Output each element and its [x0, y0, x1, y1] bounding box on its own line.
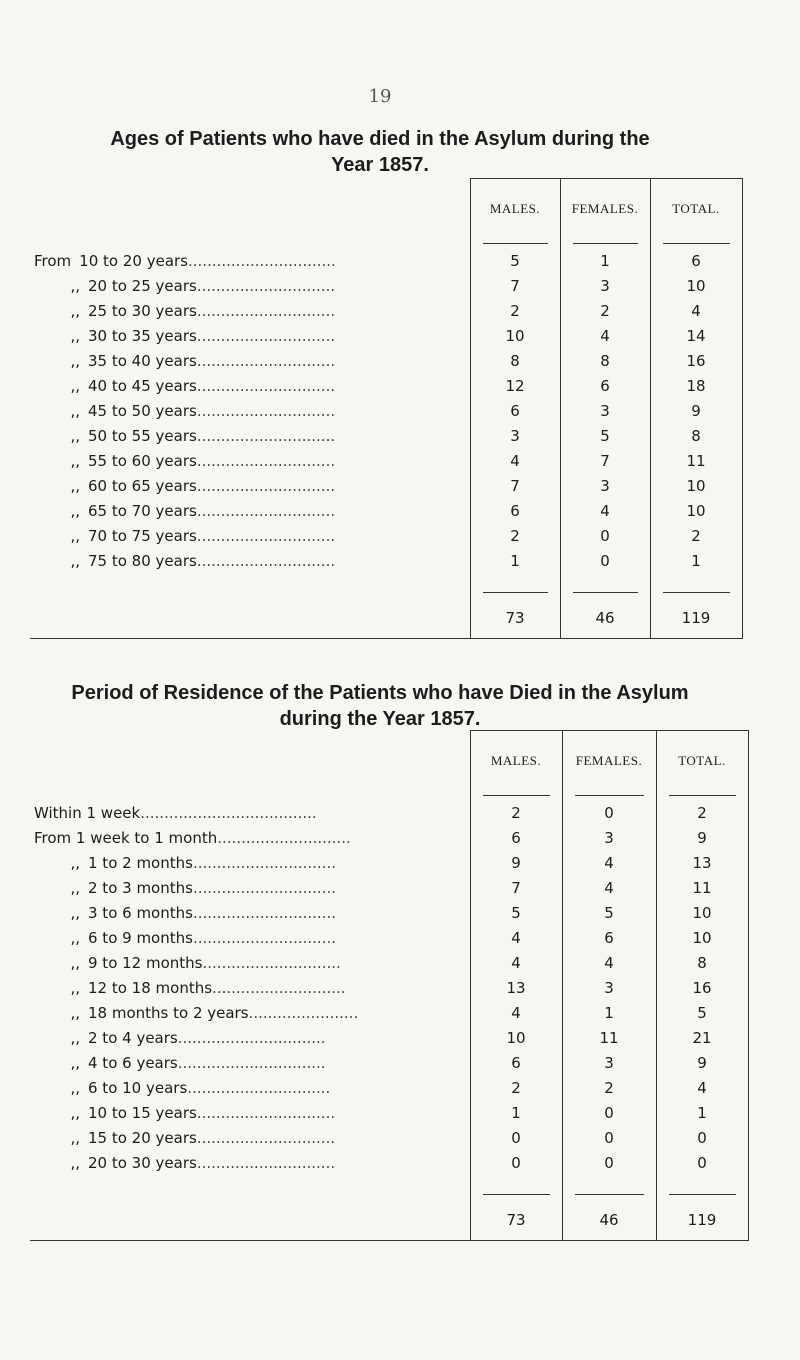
cell-total: 10	[650, 499, 742, 524]
cell-males: 4	[470, 449, 560, 474]
table-row	[30, 299, 742, 324]
cell-females: 3	[562, 1051, 656, 1076]
cell-total: 13	[656, 851, 748, 876]
row-label-text: 12 to 18 months	[88, 979, 213, 997]
table-row	[30, 399, 742, 424]
row-label-text: 20 to 30 years	[88, 1154, 197, 1172]
row-label: ,, 2 to 4 years...............................	[30, 1026, 470, 1051]
total-total: 119	[656, 1200, 748, 1241]
table-row	[30, 901, 748, 926]
cell-total: 10	[656, 926, 748, 951]
row-label-text: 55 to 60 years	[88, 452, 197, 470]
row-prefix: ,,	[70, 1154, 80, 1172]
row-label-text: 3 to 6 months	[88, 904, 193, 922]
table-row	[30, 1101, 748, 1126]
table-row	[30, 801, 748, 826]
cell-males: 2	[470, 299, 560, 324]
row-label: ,, 15 to 20 years.............................	[30, 1126, 470, 1151]
cell-males: 4	[470, 951, 562, 976]
cell-females: 0	[562, 1126, 656, 1151]
totals-row	[30, 1200, 748, 1241]
cell-total: 0	[656, 1151, 748, 1176]
cell-total: 1	[656, 1101, 748, 1126]
header-males: MALES.	[470, 179, 560, 240]
table2-title-line2: during the Year 1857.	[279, 708, 481, 730]
row-label: ,, 10 to 15 years.............................	[30, 1101, 470, 1126]
row-prefix: ,,	[70, 954, 80, 972]
total-females: 46	[562, 1200, 656, 1241]
cell-males: 10	[470, 324, 560, 349]
cell-females: 7	[560, 449, 650, 474]
cell-females: 3	[560, 274, 650, 299]
cell-females: 5	[560, 424, 650, 449]
row-label-text: 25 to 30 years	[88, 302, 197, 320]
row-prefix: ,,	[70, 277, 80, 295]
cell-total: 1	[650, 549, 742, 574]
row-label: ,, 45 to 50 years.............................	[30, 399, 470, 424]
row-label: ,, 3 to 6 months..............................	[30, 901, 470, 926]
row-label: ,, 65 to 70 years.............................	[30, 499, 470, 524]
cell-females: 4	[560, 324, 650, 349]
row-label: ,, 4 to 6 years...............................	[30, 1051, 470, 1076]
cell-males: 6	[470, 1051, 562, 1076]
cell-total: 14	[650, 324, 742, 349]
row-label-text: 2 to 3 months	[88, 879, 193, 897]
table-row	[30, 926, 748, 951]
row-prefix: ,,	[70, 1129, 80, 1147]
cell-females: 0	[562, 1101, 656, 1126]
residence-table	[30, 730, 749, 1241]
row-prefix: ,,	[70, 477, 80, 495]
row-label-text: 50 to 55 years	[88, 427, 197, 445]
table1-title	[0, 126, 760, 178]
cell-females: 3	[560, 474, 650, 499]
row-label-text: 40 to 45 years	[88, 377, 197, 395]
row-prefix: ,,	[70, 327, 80, 345]
cell-total: 10	[650, 274, 742, 299]
table-row	[30, 1126, 748, 1151]
total-females: 46	[560, 598, 650, 639]
row-label: ,, 50 to 55 years.............................	[30, 424, 470, 449]
cell-females: 4	[562, 951, 656, 976]
cell-males: 4	[470, 926, 562, 951]
cell-females: 3	[560, 399, 650, 424]
row-prefix: ,,	[70, 1104, 80, 1122]
row-prefix: ,,	[70, 302, 80, 320]
header-males: MALES.	[470, 731, 562, 792]
cell-males: 6	[470, 399, 560, 424]
table2-title	[0, 680, 760, 732]
row-prefix: ,,	[70, 1054, 80, 1072]
table-row	[30, 976, 748, 1001]
row-label-text: 9 to 12 months	[88, 954, 203, 972]
table-row	[30, 474, 742, 499]
table-row	[30, 499, 742, 524]
row-label: ,, 9 to 12 months.............................	[30, 951, 470, 976]
cell-males: 1	[470, 1101, 562, 1126]
row-prefix: ,,	[70, 1079, 80, 1097]
ages-table	[30, 178, 743, 639]
cell-females: 6	[562, 926, 656, 951]
cell-males: 0	[470, 1126, 562, 1151]
row-prefix: ,,	[70, 979, 80, 997]
row-label: ,, 25 to 30 years.............................	[30, 299, 470, 324]
cell-total: 11	[650, 449, 742, 474]
table-row	[30, 826, 748, 851]
row-prefix: From	[34, 252, 72, 270]
table-row	[30, 324, 742, 349]
table-row	[30, 374, 742, 399]
table-row	[30, 951, 748, 976]
cell-males: 4	[470, 1001, 562, 1026]
table-row	[30, 1051, 748, 1076]
page-number: 19	[368, 86, 392, 107]
table-row	[30, 349, 742, 374]
row-label-text: 4 to 6 years	[88, 1054, 178, 1072]
table-row	[30, 274, 742, 299]
cell-total: 4	[656, 1076, 748, 1101]
row-label-text: 6 to 10 years	[88, 1079, 188, 1097]
row-label-text: 30 to 35 years	[88, 327, 197, 345]
row-label-text: Within 1 week	[34, 804, 141, 822]
cell-males: 2	[470, 801, 562, 826]
cell-males: 2	[470, 524, 560, 549]
row-label: ,, 12 to 18 months............................	[30, 976, 470, 1001]
cell-males: 0	[470, 1151, 562, 1176]
cell-females: 1	[560, 249, 650, 274]
cell-total: 8	[650, 424, 742, 449]
row-label-text: 75 to 80 years	[88, 552, 197, 570]
cell-total: 6	[650, 249, 742, 274]
total-total: 119	[650, 598, 742, 639]
cell-females: 1	[562, 1001, 656, 1026]
cell-males: 12	[470, 374, 560, 399]
cell-males: 2	[470, 1076, 562, 1101]
row-label: ,, 18 months to 2 years.......................	[30, 1001, 470, 1026]
cell-females: 3	[562, 976, 656, 1001]
row-prefix: ,,	[70, 452, 80, 470]
cell-females: 2	[562, 1076, 656, 1101]
row-prefix: ,,	[70, 427, 80, 445]
row-prefix: ,,	[70, 904, 80, 922]
row-label: Within 1 week.....................................	[34, 804, 317, 822]
cell-males: 9	[470, 851, 562, 876]
header-total: TOTAL.	[656, 731, 748, 792]
cell-males: 10	[470, 1026, 562, 1051]
row-label-text: 45 to 50 years	[88, 402, 197, 420]
row-label: ,, 1 to 2 months..............................	[30, 851, 470, 876]
cell-total: 5	[656, 1001, 748, 1026]
row-label: ,, 2 to 3 months..............................	[30, 876, 470, 901]
header-females: FEMALES.	[560, 179, 650, 240]
row-prefix: ,,	[70, 929, 80, 947]
row-prefix: ,,	[70, 402, 80, 420]
cell-total: 0	[656, 1126, 748, 1151]
cell-males: 1	[470, 549, 560, 574]
cell-females: 4	[562, 851, 656, 876]
cell-total: 16	[656, 976, 748, 1001]
row-label-text: 15 to 20 years	[88, 1129, 197, 1147]
cell-total: 11	[656, 876, 748, 901]
table-row	[30, 449, 742, 474]
table-row	[30, 851, 748, 876]
row-label: ,, 6 to 9 months..............................	[30, 926, 470, 951]
row-label: ,, 6 to 10 years..............................	[30, 1076, 470, 1101]
row-label: ,, 60 to 65 years.............................	[30, 474, 470, 499]
row-prefix: ,,	[70, 377, 80, 395]
cell-females: 6	[560, 374, 650, 399]
table-row	[30, 424, 742, 449]
cell-total: 10	[650, 474, 742, 499]
row-label: ,, 40 to 45 years.............................	[30, 374, 470, 399]
cell-females: 5	[562, 901, 656, 926]
header-females: FEMALES.	[562, 731, 656, 792]
table-row	[30, 1001, 748, 1026]
cell-total: 9	[656, 1051, 748, 1076]
row-label-text: 2 to 4 years	[88, 1029, 178, 1047]
row-prefix: ,,	[70, 552, 80, 570]
cell-total: 9	[656, 826, 748, 851]
cell-males: 7	[470, 274, 560, 299]
cell-males: 5	[470, 249, 560, 274]
table-row	[30, 549, 742, 574]
row-label: ,, 55 to 60 years.............................	[30, 449, 470, 474]
cell-males: 5	[470, 901, 562, 926]
row-label: From 1 week to 1 month............................	[34, 829, 351, 847]
table-row	[30, 1151, 748, 1176]
cell-total: 9	[650, 399, 742, 424]
cell-total: 2	[656, 801, 748, 826]
table-row	[30, 1076, 748, 1101]
table-row	[30, 1026, 748, 1051]
cell-total: 18	[650, 374, 742, 399]
total-males: 73	[470, 1200, 562, 1241]
cell-females: 4	[560, 499, 650, 524]
cell-males: 3	[470, 424, 560, 449]
row-label-text: 18 months to 2 years	[88, 1004, 249, 1022]
row-prefix: ,,	[70, 352, 80, 370]
cell-total: 21	[656, 1026, 748, 1051]
row-prefix: ,,	[70, 527, 80, 545]
cell-males: 13	[470, 976, 562, 1001]
row-prefix: ,,	[70, 854, 80, 872]
table2-title-line1: Period of Residence of the Patients who have Died in the Asylum	[71, 682, 689, 704]
cell-total: 16	[650, 349, 742, 374]
table-row	[30, 249, 742, 274]
row-label: ,, 20 to 30 years.............................	[30, 1151, 470, 1176]
cell-total: 4	[650, 299, 742, 324]
row-label-text: From 1 week to 1 month	[34, 829, 218, 847]
cell-males: 7	[470, 474, 560, 499]
cell-females: 0	[560, 524, 650, 549]
row-label-text: 60 to 65 years	[88, 477, 197, 495]
totals-row	[30, 598, 742, 639]
table1-title-line2: Year 1857.	[331, 154, 429, 176]
header-total: TOTAL.	[650, 179, 742, 240]
row-prefix: ,,	[70, 1004, 80, 1022]
row-label-text: 35 to 40 years	[88, 352, 197, 370]
cell-total: 8	[656, 951, 748, 976]
row-label-text: 6 to 9 months	[88, 929, 193, 947]
row-prefix: ,,	[70, 502, 80, 520]
row-label-text: 20 to 25 years	[88, 277, 197, 295]
cell-males: 6	[470, 499, 560, 524]
row-label: From 10 to 20 years...............................	[30, 249, 470, 274]
cell-males: 6	[470, 826, 562, 851]
cell-females: 2	[560, 299, 650, 324]
table-row	[30, 524, 742, 549]
cell-total: 10	[656, 901, 748, 926]
row-label: ,, 35 to 40 years.............................	[30, 349, 470, 374]
cell-males: 8	[470, 349, 560, 374]
row-label: ,, 30 to 35 years.............................	[30, 324, 470, 349]
cell-females: 0	[562, 1151, 656, 1176]
cell-females: 0	[562, 801, 656, 826]
row-label: ,, 70 to 75 years.............................	[30, 524, 470, 549]
table1-title-line1: Ages of Patients who have died in the Asylum during the	[110, 128, 650, 150]
cell-females: 8	[560, 349, 650, 374]
row-label: ,, 75 to 80 years.............................	[30, 549, 470, 574]
row-label-text: 10 to 15 years	[88, 1104, 197, 1122]
cell-females: 4	[562, 876, 656, 901]
total-males: 73	[470, 598, 560, 639]
row-label-text: 1 to 2 months	[88, 854, 193, 872]
row-prefix: ,,	[70, 1029, 80, 1047]
row-prefix: ,,	[70, 879, 80, 897]
cell-females: 3	[562, 826, 656, 851]
row-label-text: 70 to 75 years	[88, 527, 197, 545]
table-row	[30, 876, 748, 901]
cell-males: 7	[470, 876, 562, 901]
cell-females: 11	[562, 1026, 656, 1051]
row-label-text: 10 to 20 years	[79, 252, 188, 270]
cell-females: 0	[560, 549, 650, 574]
row-label: ,, 20 to 25 years.............................	[30, 274, 470, 299]
row-label-text: 65 to 70 years	[88, 502, 197, 520]
cell-total: 2	[650, 524, 742, 549]
